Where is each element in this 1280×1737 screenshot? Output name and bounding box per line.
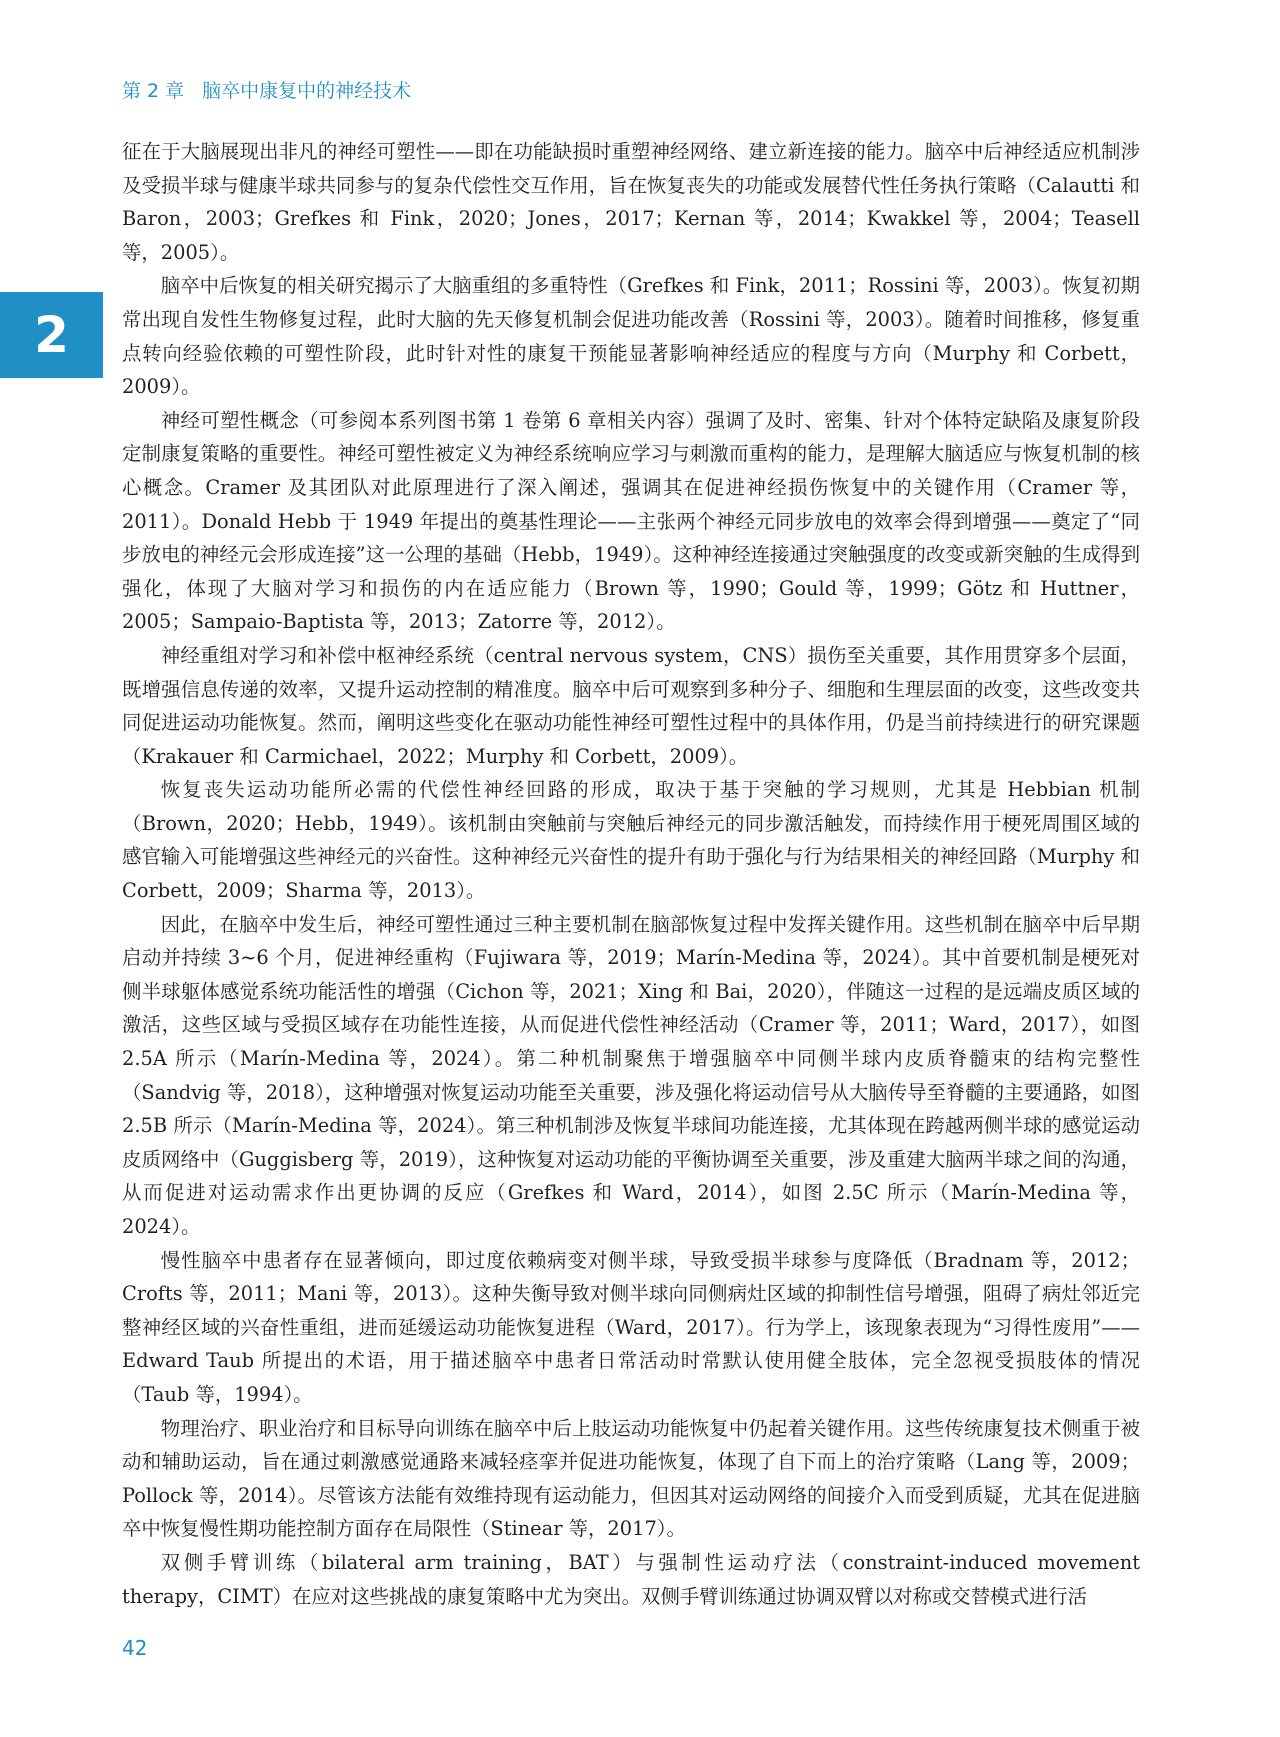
running-head <box>122 76 411 103</box>
page-number: 42 <box>122 1636 148 1660</box>
paragraph: 神经可塑性概念（可参阅本系列图书第 1 卷第 6 章相关内容）强调了及时、密集、针对个体特定缺陷及康复阶段定制康复策略的重要性。神经可塑性被定义为神经系统响应学习与刺激而重构的能力，是理解大脑适应与恢复机制的核心概念。Cramer 及其团队对此原理进行了深入阐述，强调其在促进神经损伤恢复中的关键作用（Cramer 等，2011）。Donald Hebb 于 1949 年提出的奠基性理论——主张两个神经元同步放电的效率会得到增强——奠定了“同步放电的神经元会形成连接”这一公理的基础（Hebb，1949）。这种神经连接通过突触强度的改变或新突触的生成得到强化，体现了大脑对学习和损伤的内在适应能力（Brown 等，1990；Gould 等，1999；Götz 和 Huttner，2005；Sampaio-Baptista 等，2013；Zatorre 等，2012）。 <box>122 408 1140 634</box>
paragraph: 慢性脑卒中患者存在显著倾向，即过度依赖病变对侧半球，导致受损半球参与度降低（Bradnam 等，2012；Crofts 等，2011；Mani 等，2013）。这种失衡导致对侧半球向同侧病灶区域的抑制性信号增强，阻碍了病灶邻近完整神经区域的兴奋性重组，进而延缓运动功能恢复进程（Ward，2017）。行为学上，该现象表现为“习得性废用”——Edward Taub 所提出的术语，用于描述脑卒中患者日常活动时常默认使用健全肢体，完全忽视受损肢体的情况（Taub 等，1994）。 <box>122 1248 1140 1406</box>
chapter-tab: 2 <box>0 292 103 378</box>
paragraph: 恢复丧失运动功能所必需的代偿性神经回路的形成，取决于基于突触的学习规则，尤其是 Hebbian 机制（Brown，2020；Hebb，1949）。该机制由突触前与突触后神经元的同步激活触发，而持续作用于梗死周围区域的感官输入可能增强这些神经元的兴奋性。这种神经元兴奋性的提升有助于强化与行为结果相关的神经回路（Murphy 和 Corbett，2009；Sharma 等，2013）。 <box>122 778 1140 903</box>
paragraph: 神经重组对学习和补偿中枢神经系统（central nervous system，CNS）损伤至关重要，其作用贯穿多个层面，既增强信息传递的效率，又提升运动控制的精准度。脑卒中后可观察到多种分子、细胞和生理层面的改变，这些改变共同促进运动功能恢复。然而，阐明这些变化在驱动功能性神经可塑性过程中的具体作用，仍是当前持续进行的研究课题（Krakauer 和 Carmichael，2022；Murphy 和 Corbett，2009）。 <box>122 643 1140 768</box>
body-text <box>122 135 1140 1613</box>
paragraph: 双侧手臂训练（bilateral arm training，BAT）与强制性运动疗法（constraint-induced movement therapy，CIMT）在应对这些挑战的康复策略中尤为突出。双侧手臂训练通过协调双臂以对称或交替模式进行活 <box>122 1550 1140 1608</box>
chapter-title: 脑卒中康复中的神经技术 <box>202 80 412 102</box>
chapter-number: 第 2 章 <box>122 80 185 102</box>
paragraph: 因此，在脑卒中发生后，神经可塑性通过三种主要机制在脑部恢复过程中发挥关键作用。这些机制在脑卒中后早期启动并持续 3~6 个月，促进神经重构（Fujiwara 等，2019；Marín-Medina 等，2024）。其中首要机制是梗死对侧半球躯体感觉系统功能活性的增强（Cichon 等，2021；Xing 和 Bai，2020），伴随这一过程的是远端皮质区域的激活，这些区域与受损区域存在功能性连接，从而促进代偿性神经活动（Cramer 等，2011；Ward，2017），如图 2.5A 所示（Marín-Medina 等，2024）。第二种机制聚焦于增强脑卒中同侧半球内皮质脊髓束的结构完整性（Sandvig 等，2018），这种增强对恢复运动功能至关重要，涉及强化将运动信号从大脑传导至脊髓的主要通路，如图 2.5B 所示（Marín-Medina 等，2024）。第三种机制涉及恢复半球间功能连接，尤其体现在跨越两侧半球的感觉运动皮质网络中（Guggisberg 等，2019），这种恢复对运动功能的平衡协调至关重要，涉及重建大脑两半球之间的沟通，从而促进对运动需求作出更协调的反应（Grefkes 和 Ward，2014），如图 2.5C 所示（Marín-Medina 等，2024）。 <box>122 912 1140 1238</box>
paragraph: 物理治疗、职业治疗和目标导向训练在脑卒中后上肢运动功能恢复中仍起着关键作用。这些传统康复技术侧重于被动和辅助运动，旨在通过刺激感觉通路来减轻痉挛并促进功能恢复，体现了自下而上的治疗策略（Lang 等，2009；Pollock 等，2014）。尽管该方法能有效维持现有运动能力，但因其对运动网络的间接介入而受到质疑，尤其在促进脑卒中恢复慢性期功能控制方面存在局限性（Stinear 等，2017）。 <box>122 1416 1140 1541</box>
paragraph: 征在于大脑展现出非凡的神经可塑性——即在功能缺损时重塑神经网络、建立新连接的能力。脑卒中后神经适应机制涉及受损半球与健康半球共同参与的复杂代偿性交互作用，旨在恢复丧失的功能或发展替代性任务执行策略（Calautti 和 Baron，2003；Grefkes 和 Fink，2020；Jones，2017；Kernan 等，2014；Kwakkel 等，2004；Teasell 等，2005）。 <box>122 140 1140 264</box>
paragraph: 脑卒中后恢复的相关研究揭示了大脑重组的多重特性（Grefkes 和 Fink，2011；Rossini 等，2003）。恢复初期常出现自发性生物修复过程，此时大脑的先天修复机制会促进功能改善（Rossini 等，2003）。随着时间推移，修复重点转向经验依赖的可塑性阶段，此时针对性的康复干预能显著影响神经适应的程度与方向（Murphy 和 Corbett，2009）。 <box>122 274 1140 399</box>
